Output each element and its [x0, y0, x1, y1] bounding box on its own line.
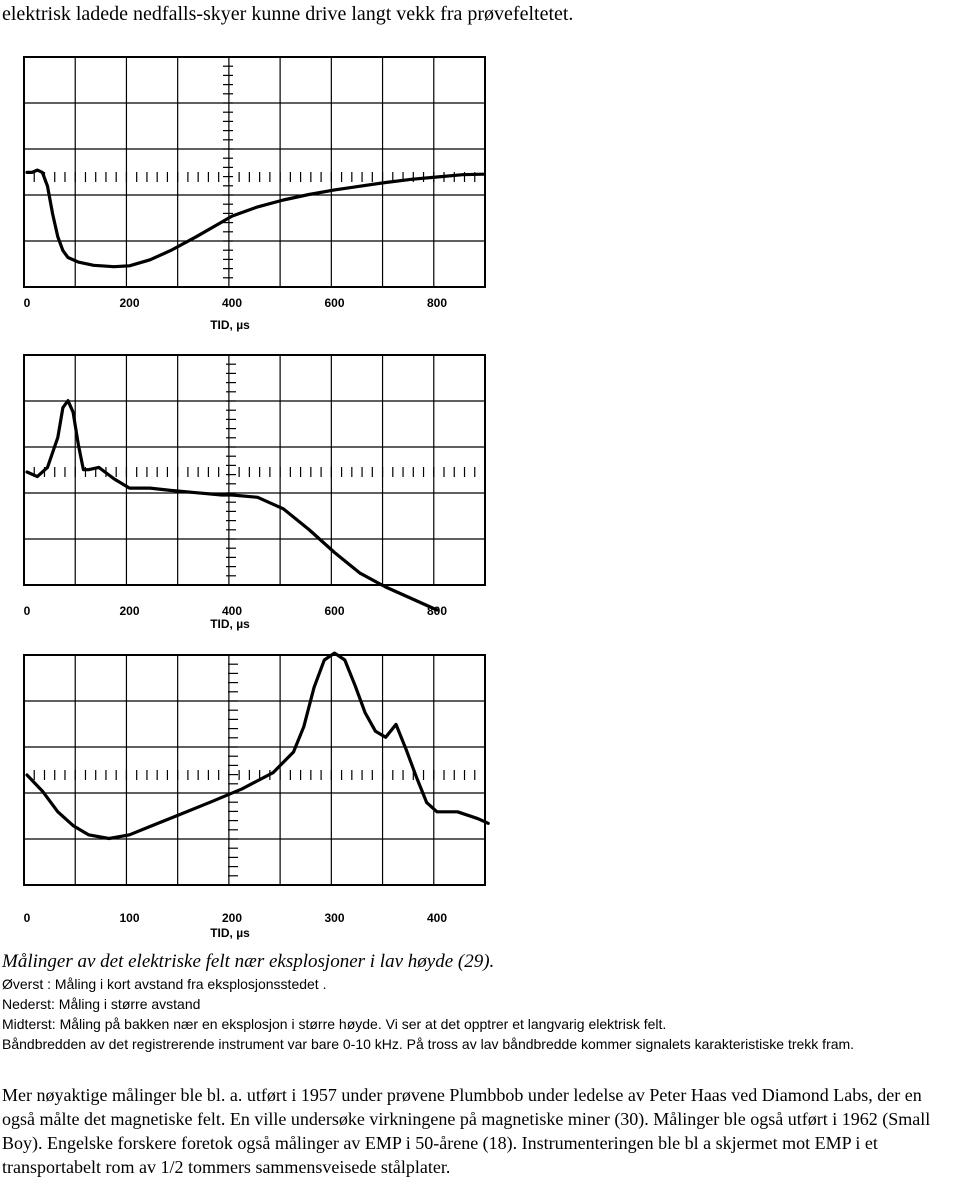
x-axis-label: TID, µs [210, 926, 250, 940]
caption-line-bandwidth: Båndbredden av det registrerende instrument var bare 0-10 kHz. På tross av lav båndbredde kommer signalets karakteristiske trekk fram. [2, 1036, 855, 1052]
signal-trace [27, 170, 483, 267]
x-tick-label: 800 [426, 604, 448, 618]
plot-frame [24, 57, 485, 287]
x-tick-label: 0 [23, 911, 31, 925]
x-tick-label: 200 [221, 911, 243, 925]
x-tick-label: 200 [119, 604, 140, 618]
x-tick-label: 600 [324, 604, 345, 618]
x-tick-label: 0 [23, 604, 31, 618]
oscillogram-3 [24, 653, 489, 940]
plot-frame [24, 655, 485, 885]
x-tick-label: 200 [119, 296, 140, 310]
x-tick-label: 100 [119, 911, 140, 925]
x-tick-label: 300 [324, 911, 345, 925]
x-axis-label: TID, µs [210, 617, 250, 631]
oscillogram-2 [24, 355, 485, 631]
intro-text: elektrisk ladede nedfalls-skyer kunne drive langt vekk fra prøvefeltetet. [2, 3, 574, 25]
caption-line-middle: Midterst: Måling på bakken nær en eksplosjon i større høyde. Vi ser at det opptrer et langvarig elektrisk felt. [2, 1016, 667, 1032]
x-tick-label: 800 [426, 296, 448, 310]
x-tick-label: 400 [426, 911, 448, 925]
caption-line-bottom: Nederst: Måling i større avstand [2, 996, 201, 1012]
body-paragraph: Mer nøyaktige målinger ble bl. a. utført i 1957 under prøvene Plumbbob under ledelse av Peter Haas ved Diamond Labs, der en også målte det magnetiske felt. En ville undersøke virkningene på magnetiske miner (30). Målinger ble også utført i 1962 (Small Boy). Engelske forskere foretok også målinger av EMP i 50-årene (18). Instrumenteringen ble bl a skjermet mot EMP i et transportabelt rom av 1/2 tommers sammensveisede stålplater. [2, 1085, 931, 1177]
x-tick-label: 400 [221, 604, 243, 618]
caption-line-top: Øverst : Måling i kort avstand fra eksplosjonsstedet . [2, 976, 327, 992]
caption-title: Målinger av det elektriske felt nær eksplosjoner i lav høyde (29). [2, 951, 495, 972]
x-tick-label: 600 [324, 296, 345, 310]
x-tick-label: 0 [23, 296, 31, 310]
x-tick-label: 400 [221, 296, 243, 310]
figure-caption [2, 950, 958, 1054]
x-axis-label: TID, µs [210, 318, 250, 332]
oscillogram-1 [24, 57, 485, 332]
signal-trace [27, 401, 437, 610]
signal-trace [27, 653, 488, 838]
